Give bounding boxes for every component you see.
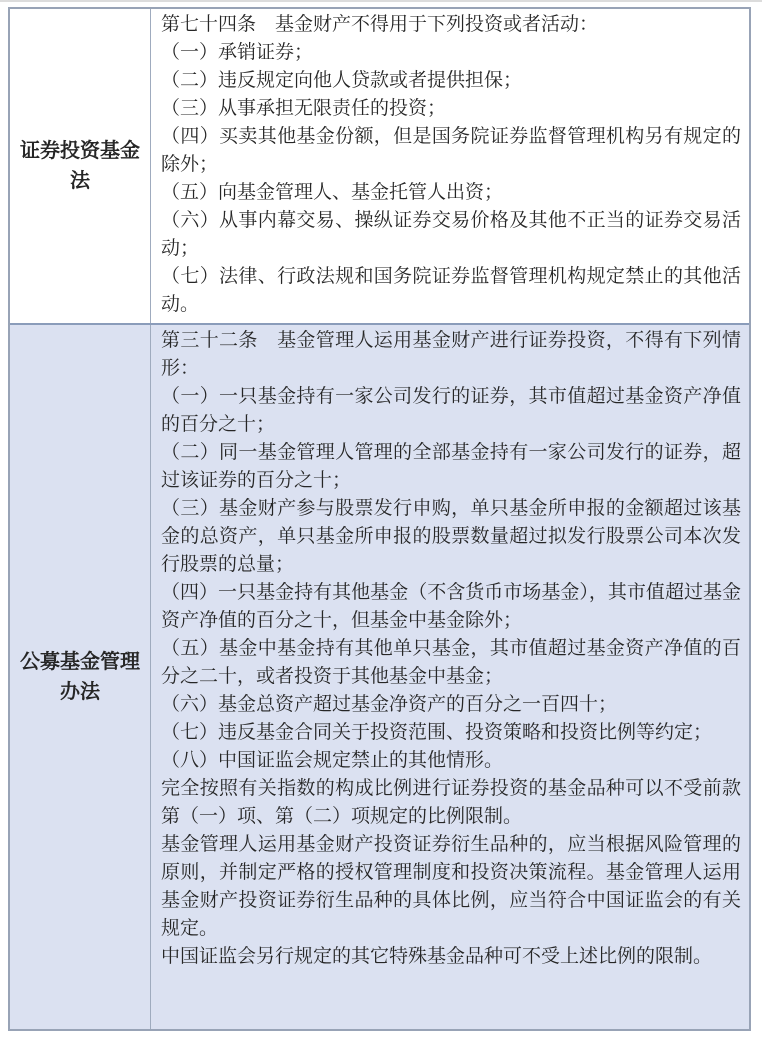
paragraph: （三）基金财产参与股票发行申购，单只基金所申报的金额超过该基金的总资产，单只基金所申报的股票数量超过拟发行股票公司本次发行股票的总量；	[161, 498, 741, 575]
table-row	[10, 323, 749, 1029]
paragraph: （五）基金中基金持有其他单只基金，其市值超过基金资产净值的百分之二十，或者投资于其他基金中基金；	[161, 638, 741, 687]
paragraph: 第七十四条 基金财产不得用于下列投资或者活动：	[161, 14, 599, 35]
scan-edge-artifact	[0, 0, 762, 2]
paragraph: （一）承销证券；	[161, 42, 314, 63]
paragraph: （二）同一基金管理人管理的全部基金持有一家公司发行的证券，超过该证券的百分之十；	[161, 442, 741, 491]
row-content-public-fund-measures	[151, 325, 749, 1029]
paragraph: （六）从事内幕交易、操纵证券交易价格及其他不正当的证券交易活动；	[161, 210, 741, 259]
paragraph: 第三十二条 基金管理人运用基金财产进行证券投资，不得有下列情形：	[161, 330, 741, 379]
paragraph: （三）从事承担无限责任的投资；	[161, 98, 447, 119]
paragraph: （六）基金总资产超过基金净资产的百分之一百四十；	[161, 694, 618, 715]
paragraph: （八）中国证监会规定禁止的其他情形。	[161, 750, 504, 771]
paragraph: 中国证监会另行规定的其它特殊基金品种可不受上述比例的限制。	[161, 946, 713, 967]
paragraph: （二）违反规定向他人贷款或者提供担保；	[161, 70, 523, 91]
paragraph: （七）法律、行政法规和国务院证券监督管理机构规定禁止的其他活动。	[161, 266, 741, 315]
paragraph: 基金管理人运用基金财产投资证券衍生品种的，应当根据风险管理的原则，并制定严格的授权管理制度和投资决策流程。基金管理人运用基金财产投资证券衍生品种的具体比例，应当符合中国证监会的有关规定。	[161, 834, 741, 939]
row-label-public-fund-management-measures: 公募基金管理办法	[10, 325, 151, 1029]
row-content-fund-law	[151, 9, 749, 323]
paragraph: （五）向基金管理人、基金托管人出资；	[161, 182, 504, 203]
paragraph: 完全按照有关指数的构成比例进行证券投资的基金品种可以不受前款第（一）项、第（二）项规定的比例限制。	[161, 778, 741, 827]
table-row	[10, 9, 749, 323]
paragraph: （四）买卖其他基金份额，但是国务院证券监督管理机构另有规定的除外；	[161, 126, 741, 175]
paragraph: （四）一只基金持有其他基金（不含货币市场基金），其市值超过基金资产净值的百分之十，但基金中基金除外；	[161, 582, 741, 631]
regulations-table	[8, 7, 751, 1031]
paragraph: （七）违反基金合同关于投资范围、投资策略和投资比例等约定；	[161, 722, 713, 743]
row-label-securities-investment-fund-law: 证券投资基金法	[10, 9, 151, 323]
paragraph: （一）一只基金持有一家公司发行的证券，其市值超过基金资产净值的百分之十；	[161, 386, 741, 435]
